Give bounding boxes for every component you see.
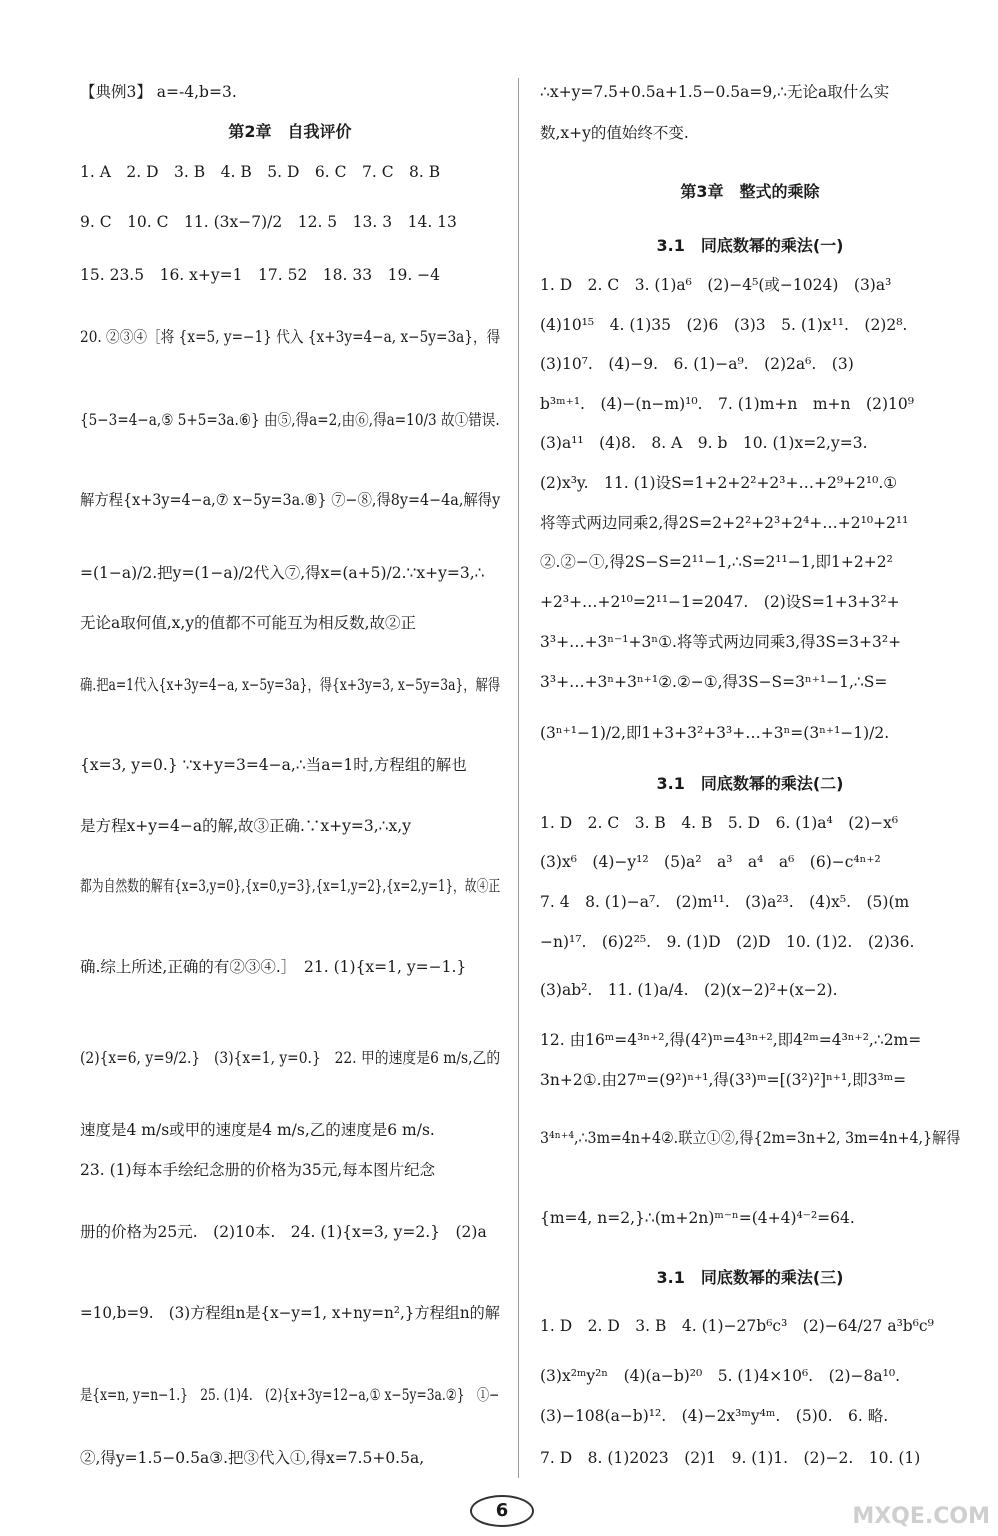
answer-line: 7. D 8. (1)2023 (2)1 9. (1)1. (2)−2. 10. (1) — [540, 1449, 921, 1467]
answer-line: (3)−108(a−b)¹². (4)−2x³ᵐy⁴ᵐ. (5)0. 6. 略. — [540, 1407, 889, 1425]
answer-line: 3³+…+3ⁿ⁻¹+3ⁿ①.将等式两边同乘3,得3S=3+3²+ — [540, 633, 902, 651]
answer-line: 确.综上所述,正确的有②③④.］ 21. (1){x=1, y=−1.} — [80, 958, 467, 976]
answer-line: (3)x⁶ (4)−y¹² (5)a² a³ a⁴ a⁶ (6)−c⁴ⁿ⁺² — [540, 853, 881, 871]
answer-line: 23. (1)每本手绘纪念册的价格为35元,每本图片纪念 — [80, 1161, 436, 1179]
answer-line: =10,b=9. (3)方程组n是{x−y=1, x+ny=n²,}方程组n的解 — [80, 1304, 500, 1322]
answer-line: =(1−a)/2.把y=(1−a)/2代入⑦,得x=(a+5)/2.∵x+y=3,∴ — [80, 564, 485, 582]
answer-line: (3)ab². 11. (1)a/4. (2)(x−2)²+(x−2). — [540, 981, 838, 999]
answer-line: ②,得y=1.5−0.5a③.把③代入①,得x=7.5+0.5a, — [80, 1449, 425, 1467]
answer-line: {m=4, n=2,}∴(m+2n)ᵐ⁻ⁿ=(4+4)⁴⁻²=64. — [540, 1209, 855, 1227]
answer-line: −n)¹⁷. (6)2²⁵. 9. (1)D (2)D 10. (1)2. (2)36. — [540, 933, 915, 951]
answer-line: 【典例3】 a=-4,b=3. — [80, 83, 237, 101]
section-heading: 3.1 同底数幂的乘法(一) — [656, 236, 844, 255]
answer-line: 1. D 2. D 3. B 4. (1)−27b⁶c³ (2)−64/27 a³b⁶c⁹ — [540, 1317, 934, 1335]
answer-line: 数,x+y的值始终不变. — [540, 124, 689, 142]
answer-line: (2){x=6, y=9/2.} (3){x=1, y=0.} 22. 甲的速度是6 m/s,乙的 — [80, 1049, 501, 1067]
answer-line: 都为自然数的解有{x=3,y=0},{x=0,y=3},{x=1,y=2},{x=2,y=1}，故④正 — [80, 877, 501, 895]
answer-line: 解方程{x+3y=4−a,⑦ x−5y=3a.⑧} ⑦−⑧,得8y=4−4a,解得y — [80, 491, 501, 509]
answer-line: ②.②−①,得2S−S=2¹¹−1,∴S=2¹¹−1,即1+2+2² — [540, 553, 893, 571]
watermark-logo: MXQE.COM — [852, 1504, 990, 1529]
section-heading: 3.1 同底数幂的乘法(三) — [656, 1268, 844, 1287]
section-heading: 第3章 整式的乘除 — [680, 182, 820, 201]
answer-line: (4)10¹⁵ 4. (1)35 (2)6 (3)3 5. (1)x¹¹. (2)2⁸. — [540, 316, 908, 334]
answer-line: 1. A 2. D 3. B 4. B 5. D 6. C 7. C 8. B — [80, 163, 441, 181]
answer-line: ∴x+y=7.5+0.5a+1.5−0.5a=9,∴无论a取什么实 — [540, 83, 890, 101]
answer-line: 3⁴ⁿ⁺⁴,∴3m=4n+4②.联立①②,得{2m=3n+2, 3m=4n+4,}解得 — [540, 1129, 961, 1147]
answer-line: +2³+…+2¹⁰=2¹¹−1=2047. (2)设S=1+3+3²+ — [540, 593, 900, 611]
answer-line: 是方程x+y=4−a的解,故③正确.∵x+y=3,∴x,y — [80, 817, 411, 835]
answer-line: (3)a¹¹ (4)8. 8. A 9. b 10. (1)x=2,y=3. — [540, 434, 868, 452]
answer-line: {x=3, y=0.} ∵x+y=3=4−a,∴当a=1时,方程组的解也 — [80, 756, 467, 774]
answer-line: 3n+2①.由27ᵐ=(9²)ⁿ⁺¹,得(3³)ᵐ=[(3²)²]ⁿ⁺¹,即3³ᵐ= — [540, 1071, 907, 1089]
answer-line: b³ᵐ⁺¹. (4)−(n−m)¹⁰. 7. (1)m+n m+n (2)10⁹ — [540, 395, 914, 413]
answer-line: (3)10⁷. (4)−9. 6. (1)−a⁹. (2)2a⁶. (3) — [540, 355, 854, 373]
column-divider — [518, 78, 519, 1478]
section-heading: 第2章 自我评价 — [228, 122, 352, 141]
page-number: 6 — [470, 1495, 534, 1527]
answer-line: 无论a取何值,x,y的值都不可能互为相反数,故②正 — [80, 614, 417, 632]
answer-line: 确.把a=1代入{x+3y=4−a, x−5y=3a}，得{x+3y=3, x−5y=3a}，解得 — [80, 676, 501, 694]
answer-line: 20. ②③④［将 {x=5, y=−1} 代入 {x+3y=4−a, x−5y=3a}，得 — [80, 328, 501, 346]
answer-line: 将等式两边同乘2,得2S=2+2²+2³+2⁴+…+2¹⁰+2¹¹ — [540, 514, 909, 532]
answer-line: {5−3=4−a,⑤ 5+5=3a.⑥} 由⑤,得a=2,由⑥,得a=10/3 故①错误. — [80, 411, 500, 429]
answer-line: 3³+…+3ⁿ+3ⁿ⁺¹②.②−①,得3S−S=3ⁿ⁺¹−1,∴S= — [540, 673, 888, 691]
answer-line: 是{x=n, y=n−1.} 25. (1)4. (2){x+3y=12−a,① x−5y=3a.②} ①− — [80, 1386, 500, 1404]
answer-line: (2)x³y. 11. (1)设S=1+2+2²+2³+…+2⁹+2¹⁰.① — [540, 474, 898, 492]
answer-line: 9. C 10. C 11. (3x−7)/2 12. 5 13. 3 14. 13 — [80, 213, 457, 231]
answer-line: (3ⁿ⁺¹−1)/2,即1+3+3²+3³+…+3ⁿ=(3ⁿ⁺¹−1)/2. — [540, 724, 890, 742]
answer-line: 速度是4 m/s或甲的速度是4 m/s,乙的速度是6 m/s. — [80, 1121, 435, 1139]
answer-line: 12. 由16ᵐ=4³ⁿ⁺²,得(4²)ᵐ=4³ⁿ⁺²,即4²ᵐ=4³ⁿ⁺²,∴2m= — [540, 1031, 922, 1049]
answer-line: 1. D 2. C 3. (1)a⁶ (2)−4⁵(或−1024) (3)a³ — [540, 276, 892, 294]
answer-line: 7. 4 8. (1)−a⁷. (2)m¹¹. (3)a²³. (4)x⁵. (5)(m — [540, 893, 910, 911]
answer-line: 15. 23.5 16. x+y=1 17. 52 18. 33 19. −4 — [80, 266, 441, 284]
answer-line: 册的价格为25元. (2)10本. 24. (1){x=3, y=2.} (2)a — [80, 1223, 487, 1241]
answer-line: 1. D 2. C 3. B 4. B 5. D 6. (1)a⁴ (2)−x⁶ — [540, 814, 899, 832]
answer-line: (3)x²ᵐy²ⁿ (4)(a−b)²⁰ 5. (1)4×10⁶. (2)−8a¹⁰. — [540, 1367, 901, 1385]
section-heading: 3.1 同底数幂的乘法(二) — [656, 774, 844, 793]
